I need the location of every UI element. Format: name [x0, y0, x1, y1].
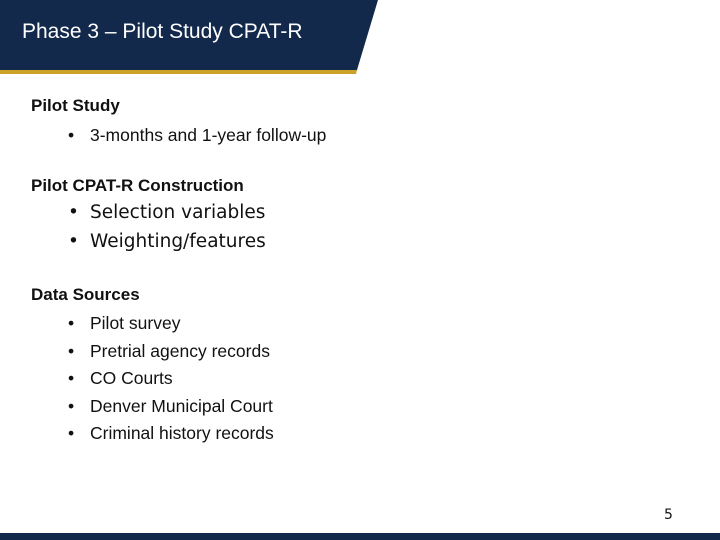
title-banner [0, 0, 380, 75]
bullet-icon: • [68, 423, 75, 443]
footer-bar [0, 533, 720, 540]
construction-heading: Pilot CPAT-R Construction [31, 176, 244, 195]
list-item: • Weighting/features [68, 231, 266, 252]
data-sources-heading: Data Sources [31, 285, 140, 304]
bullet-icon: • [68, 368, 75, 388]
list-item: • CO Courts [68, 368, 173, 388]
bullet-icon: • [68, 125, 75, 145]
list-item: • Selection variables [68, 202, 266, 223]
slide-title: Phase 3 – Pilot Study CPAT-R [22, 20, 303, 43]
bullet-icon: • [68, 396, 75, 416]
bullet-icon: • [68, 202, 79, 223]
list-item: • Pretrial agency records [68, 341, 270, 361]
list-item: • 3-months and 1-year follow-up [68, 125, 327, 145]
list-item: • Denver Municipal Court [68, 396, 273, 416]
bullet-icon: • [68, 341, 75, 361]
bullet-icon: • [68, 313, 75, 333]
bullet-icon: • [68, 231, 79, 252]
page-number: 5 [664, 507, 673, 523]
list-item: • Criminal history records [68, 423, 274, 443]
pilot-study-heading: Pilot Study [31, 96, 120, 115]
list-item: • Pilot survey [68, 313, 181, 333]
